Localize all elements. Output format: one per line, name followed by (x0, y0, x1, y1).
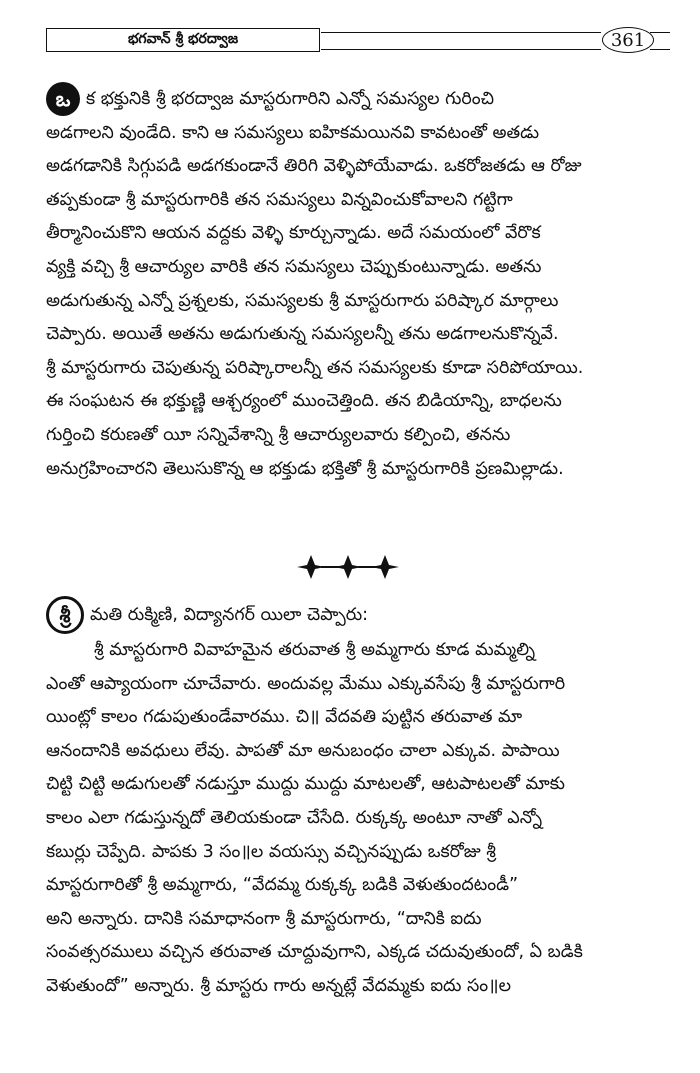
paragraph-line: చెప్పారు. అయితే అతను అడుగుతున్న సమస్యలన్నీ తను అడగాలనుకొన్నవే. (46, 324, 559, 345)
header-rule (321, 32, 601, 50)
page-number: 361 (602, 27, 654, 53)
paragraph-line: శ్రీ మాస్టరుగారు చెపుతున్న పరిష్కారాలన్నీ తన సమస్యలకు కూడా సరిపోయాయి. (46, 357, 584, 378)
paragraph-line: అనుగ్రహించారని తెలుసుకొన్న ఆ భక్తుడు భక్తితో శ్రీ మాస్టరుగారికి ప్రణమిల్లాడు. (46, 458, 564, 479)
paragraph-line: ఎంతో ఆప్యాయంగా చూచేవారు. అందువల్ల మేము ఎక్కువసేపు శ్రీ మాస్టరుగారి (46, 673, 566, 694)
paragraph-line: మాస్టరుగారితో శ్రీ అమ్మగారు, “వేదమ్మ రుక్కక్క బడికి వెళుతుందటండీ” (46, 875, 519, 896)
line-text: క భక్తునికి శ్రీ భరద్వాజ మాస్టరుగారిని ఎన్నో సమస్యల గురించి (86, 89, 495, 109)
header-rule-right (650, 32, 670, 50)
paragraph-line: యింట్లో కాలం గడుపుతుండేవారము. చి॥ వేదవతి పుట్టిన తరువాత మా (46, 707, 523, 728)
paragraph-line: ఆనందానికి అవధులు లేవు. పాపతో మా అనుబంధం చాలా ఎక్కువ. పాపాయి (46, 740, 560, 761)
paragraph-line: గుర్తించి కరుణతో యీ సన్నివేశాన్ని శ్రీ ఆచార్యులవారు కల్పించి, తనను (46, 424, 511, 445)
paragraph-line: అడగడానికి సిగ్గుపడి అడగకుండానే తిరిగి వెళ్ళిపోయేవాడు. ఒకరోజతడు ఆ రోజు (46, 156, 582, 177)
paragraph-line (46, 596, 664, 634)
paragraph-line: కాలం ఎలా గడుస్తున్నదో తెలియకుండా చేసేది. రుక్కక్క అంటూ నాతో ఎన్నో (46, 807, 543, 828)
paragraph-line (46, 82, 664, 117)
paragraph-line: కబుర్లు చెప్పేది. పాపకు 3 సం॥ల వయస్సు వచ్చినప్పుడు ఒకరోజు శ్రీ (46, 841, 496, 862)
paragraph-line: తీర్మానించుకొని ఆయన వద్దకు వెళ్ళి కూర్చున్నాడు. అదే సమయంలో వేరొక (46, 223, 541, 244)
paragraph-line: వెళుతుందో” అన్నారు. శ్రీ మాస్టరు గారు అన్నట్లే వేదమ్మకు ఐదు సం॥ల (46, 975, 512, 996)
paragraph-line: అని అన్నారు. దానికి సమాధానంగా శ్రీ మాస్టరుగారు, “దానికి ఐదు (46, 908, 482, 929)
header-title: భగవాన్ శ్రీ భరద్వాజ (46, 28, 320, 52)
intro-text: మతి రుక్మిణి, విద్యానగర్ యిలా చెప్పారు: (90, 605, 369, 625)
paragraph-line: శ్రీ మాస్టరుగారి వివాహమైన తరువాత శ్రీ అమ్మగారు కూడ మమ్మల్ని (94, 640, 536, 660)
running-header (46, 28, 670, 54)
drop-cap: శ్రీ (46, 596, 84, 634)
drop-cap: ఒ (46, 82, 80, 116)
paragraph-line: తప్పకుండా శ్రీ మాస్టరుగారికి తన సమస్యలు విన్నవించుకోవాలని గట్టిగా (46, 189, 513, 210)
paragraph-line: చిట్టి చిట్టి అడుగులతో నడుస్తూ ముద్దు ముద్దు మాటలతో, ఆటపాటలతో మాకు (46, 774, 565, 795)
paragraph-line: సంవత్సరములు వచ్చిన తరువాత చూద్దువుగాని, ఎక్కడ చదువుతుందో, ఏ బడికి (46, 942, 583, 963)
paragraph-line: వ్యక్తి వచ్చి శ్రీ ఆచార్యుల వారికి తన సమస్యలు చెప్పుకుంటున్నాడు. అతను (46, 256, 542, 277)
paragraph-devotee-story (46, 82, 664, 486)
paragraph-line: ఈ సంఘటన ఈ భక్తుణ్ణి ఆశ్చర్యంలో ముంచెత్తింది. తన బిడియాన్ని, బాధలను (46, 391, 562, 412)
section-separator-ornament (293, 552, 403, 582)
paragraph-line: అడుగుతున్న ఎన్నో ప్రశ్నలకు, సమస్యలకు శ్రీ మాస్టరుగారు పరిష్కార మార్గాలు (46, 290, 559, 311)
paragraph-rukmini-account (46, 596, 664, 1004)
paragraph-line: అడగాలని వుండేది. కాని ఆ సమస్యలు ఐహికమయినవి కావటంతో అతడు (46, 122, 540, 143)
